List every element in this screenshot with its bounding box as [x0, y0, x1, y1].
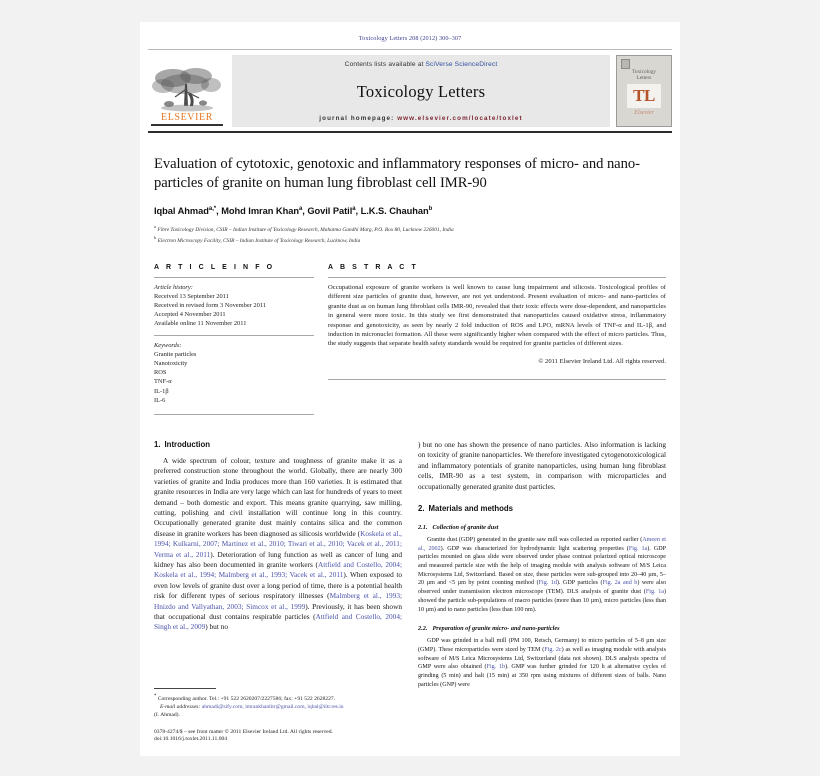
- info-abstract-row: [154, 264, 666, 420]
- body-column-right: [418, 440, 666, 690]
- figure-ref-2c[interactable]: Fig. 2c: [544, 646, 562, 653]
- intro-text-b: ). Deterioration of lung function as well as cancer of lung and kidney has also been documented in granite workers (: [154, 549, 402, 569]
- journal-homepage-line: [319, 115, 522, 122]
- elsevier-underline: [151, 124, 223, 126]
- affiliation-list: [154, 223, 666, 246]
- corresponding-author-note: [154, 693, 416, 703]
- affiliation-b: [154, 234, 666, 245]
- email-label: E-mail addresses:: [160, 703, 201, 710]
- email-author-paren: (I. Ahmad).: [154, 711, 180, 718]
- author-marks-2: a: [298, 206, 303, 212]
- article-info-rule-top: [154, 277, 314, 278]
- keyword-item: ROS: [154, 369, 167, 377]
- s21-text-c: ). GDP particles mounted on glass slide were observed under phase contrast polarized optical microscope and measured particle size with the help of imaging module with analysis software of M/S Leica Microsystems Ltd, Switzerland. Based on size, these particles were sub-grouped into 20–40 µm, 5–20 µm and <5 µm by point counting method (: [418, 545, 666, 587]
- article-history-received: Received 13 September 2011: [154, 292, 229, 300]
- s21-text-e: ) were also observed under transmission electron microscope (TEM). DLS analysis of granite dust (: [418, 580, 666, 596]
- contents-available-line: [345, 61, 498, 68]
- section-title-1: Introduction: [164, 439, 210, 449]
- body-column-left: [154, 439, 402, 743]
- issn-frontmatter-line: 0378-4274/$ – see front matter © 2011 Elsevier Ireland Ltd. All rights reserved.: [154, 728, 333, 735]
- homepage-label: journal homepage:: [319, 115, 395, 122]
- subsection-heading-2-2: [418, 625, 666, 632]
- doi-line[interactable]: doi:10.1016/j.toxlet.2011.11.004: [154, 736, 228, 743]
- keywords-block: [154, 341, 314, 405]
- body-columns: [154, 439, 666, 743]
- article-history-accepted: Accepted 4 November 2011: [154, 311, 226, 319]
- article-history-online: Available online 11 November 2011: [154, 320, 247, 328]
- affiliation-a: [154, 223, 666, 234]
- abstract-body: Occupational exposure of granite workers is well known to cause lung impairment and silicosis. Toxicological profiles of different size particles of granite dust, however, are not yet understood. Present evaluation of micro- and nano-particles of granite dust as on human lung fibroblast cells IMR-90, revealed that their toxic effects were dose-dependent, and nanoparticles in general were more toxic. In this study we first demonstrated that nanoparticles caused oxidative stress, inflammatory response and genotoxicity, as seen by nearly 2 fold induction of ROS and LPO, mRNA levels of TNF-α and IL-1β, and induction in micronuclei formation. All these were significantly higher when compared with the effect of micro particles. Thus, the study suggests that separate health safety standards would be required for granite particles of different sizes.: [328, 283, 666, 348]
- keyword-item: TNF-α: [154, 378, 172, 386]
- masthead-center-band: [232, 55, 610, 127]
- contents-prefix: Contents lists available at: [344, 61, 426, 68]
- elsevier-tree-icon: [151, 66, 223, 112]
- abstract-copyright: © 2011 Elsevier Ireland Ltd. All rights reserved.: [538, 357, 666, 365]
- s21-text-a: Granite dust (GDP) generated in the granite saw mill was collected as reported earlier (: [427, 536, 643, 543]
- citation-group-1[interactable]: Koskela et al., 1994; Kulkarni, 2007; Martinez et al., 2010; Tiwari et al., 2010; Vacek et al., 2011; Verma et al., 2011: [154, 528, 402, 559]
- abstract-rule-bottom: [328, 379, 666, 380]
- cover-monogram: TL: [633, 86, 655, 105]
- homepage-url-link[interactable]: www.elsevier.com/locate/toxlet: [397, 115, 523, 122]
- figure-ref-1b[interactable]: Fig. 1b: [486, 664, 506, 671]
- s21-text-f: ) showed the particle sub-populations of macro particles (more than 10 µm), micro particles (less than 10 µm) and to nano particles (less than 100 nm).: [418, 589, 666, 613]
- figure-ref-1d[interactable]: Fig. 1d: [538, 580, 557, 587]
- article-page: [140, 22, 680, 756]
- figure-ref-2ab[interactable]: Fig. 2a and b: [602, 580, 638, 587]
- article-info-column: [154, 264, 314, 420]
- sciencedirect-link[interactable]: SciVerse ScienceDirect: [425, 61, 498, 68]
- s21-text-b: ). GDP was characterized for hydrodynamic light scattering properties (: [440, 545, 629, 552]
- intro-continuation-paragraph: ) but no one has shown the presence of nano particles. Also information is lacking on toxicity of granite nanoparticles. We therefore investigated cytogenotoxicological and inflammatory potentials of granite nanoparticles, using human lung fibroblast cells, IMR-90 as a test system, in comparison with microparticles and occupationally generated granite dust particles.: [418, 439, 666, 491]
- citation-group-2[interactable]: Attfield and Costello, 2004; Koskela et al., 1994; Malmberg et al., 1993; Vacek et al., 2011: [154, 559, 402, 580]
- keyword-item: Granite particles: [154, 350, 197, 358]
- email-note: [154, 703, 416, 711]
- author-name-1[interactable]: Iqbal Ahmad: [154, 206, 209, 217]
- keyword-item: Nanotoxicity: [154, 359, 188, 367]
- subsection-heading-2-1: [418, 524, 666, 531]
- email-addresses[interactable]: ahmadi@sify.com, imrankhanlitr@gmail.com, iqbal@iitr.res.in: [201, 703, 344, 710]
- footnote-rule: [154, 688, 216, 689]
- cover-signature: Elsevier: [634, 110, 654, 116]
- author-marks-1: a,*: [208, 206, 217, 212]
- section-heading-introduction: [154, 440, 402, 449]
- citation-ameen-2002[interactable]: Ameen et al., 2002: [418, 536, 666, 552]
- s22-text-b: ) as well as imaging module with analysis software of M/S Leica Microsystems Ltd, Switzerland (data not shown). DLS analysis spectra of GMP were also obtained (: [418, 646, 666, 671]
- affiliation-a-mark: a: [154, 224, 156, 230]
- footnote-star: *: [154, 693, 157, 699]
- keyword-item: IL-1β: [154, 387, 169, 395]
- journal-masthead: [148, 49, 672, 127]
- figure-ref-1a[interactable]: Fig. 1a: [628, 545, 648, 552]
- s22-text-a: GDP was grinded in a ball mill (PM 100, Retsch, Germany) to micro particles of 5–8 µm size (GMP). These microparticles were sized by TEM (: [418, 638, 666, 653]
- journal-cover-thumbnail[interactable]: [616, 55, 672, 127]
- citation-group-4[interactable]: Attfield and Costello, 2004; Singh et al., 2009: [154, 612, 402, 632]
- affiliation-b-mark: b: [154, 235, 157, 241]
- masthead-bottom-rule: [148, 131, 672, 133]
- article-info-heading: A R T I C L E I N F O: [154, 263, 275, 271]
- subsection-title-2-2: Preparation of granite micro- and nano-particles: [432, 625, 560, 633]
- author-marks-4: b: [428, 206, 433, 212]
- abstract-column: [328, 264, 666, 420]
- s22-text-c: ). GMP was further grinded for 120 h at alternative cycles of grinding (5 min) and halt (15 min) at 350 rpm using mixtures of different sizes of balls. Nano particles (GNP) were: [418, 664, 666, 688]
- keyword-item: IL-6: [154, 396, 166, 404]
- journal-title: Toxicology Letters: [356, 81, 486, 101]
- affiliation-a-text: Fibre Toxicology Division, CSIR – Indian Institute of Toxicology Research, Mahatma Gandhi Marg, P.O. Box 80, Lucknow 226001, India: [157, 226, 454, 233]
- intro-text-a: A wide spectrum of colour, texture and toughness of granite make it as a preferred construction stone throughout the world. Globally, there are nearly 300 varieties of granite and India produces more than 160 varieties. It is estimated that granite resources in India are very large which can last for hundreds of years to meet demand – both domestic and export. This means granite quarrying, saw milling, cutting, polishing and civil installation will continue long in this country. Occupationally generated granite dust mainly contains silica and the common disease in granite workers has been diagnosed as silicosis worldwide (: [154, 455, 402, 538]
- subsection-title-2-1: Collection of granite dust: [432, 523, 499, 531]
- section-number-1: 1.: [154, 439, 161, 449]
- author-marks-3: a: [352, 206, 356, 212]
- article-history-revised: Received in revised form 3 November 2011: [154, 302, 266, 310]
- intro-text-d: ). Previously, it has been shown that occupational dust contains respirable particles (: [154, 601, 402, 621]
- author-list: Iqbal Ahmad$^{a,*}$, Mohd Imran Khan$^a$, Govil Patil$^a$, L.K.S. Chauhan$^b$: [154, 206, 433, 217]
- section-heading-materials: [418, 504, 666, 513]
- imprint-block: [154, 729, 416, 744]
- subsection-number-2-2: 2.2.: [418, 625, 428, 633]
- s21-text-d: ). GDP particles (: [556, 580, 603, 587]
- author-name-4[interactable]: L.K.S. Chauhan: [360, 206, 429, 217]
- abstract-heading: A B S T R A C T: [328, 263, 419, 271]
- author-name-2[interactable]: Mohd Imran Khan: [221, 206, 299, 217]
- section-number-2: 2.: [418, 503, 425, 513]
- abstract-rule-top: [328, 277, 666, 278]
- subsection-number-2-1: 2.1.: [418, 523, 428, 531]
- elsevier-wordmark: ELSEVIER: [160, 112, 214, 123]
- cover-corner-mark: [621, 59, 630, 69]
- running-head: Toxicology Letters 208 (2012) 300–307: [358, 35, 462, 42]
- author-name-3[interactable]: Govil Patil: [307, 206, 353, 217]
- corresponding-author-text: Corresponding author. Tel.: +91 522 2620207/2227586; fax: +91 522 2628227.: [156, 695, 336, 702]
- cover-journal-name: Toxicology Letters: [631, 69, 657, 81]
- affiliation-b-text: Electron Microscopy Facility, CSIR – Indian Institute of Toxicology Research, Lucknow, India: [157, 238, 361, 245]
- section-title-2: Materials and methods: [428, 503, 514, 513]
- intro-text-c: ). When exposed to even low levels of granite dust over a long period of time, there is a potential health risk for different types of serious respiratory illnesses (: [154, 570, 402, 601]
- citation-group-3[interactable]: Malmberg et al., 1993; Hnizdo and Vallyathan, 2003; Simcox et al., 1999: [154, 591, 402, 611]
- title-block: [154, 155, 666, 246]
- subsection-2-1-paragraph: [418, 536, 666, 614]
- subsection-2-2-paragraph: [418, 637, 666, 689]
- keywords-label: Keywords:: [154, 341, 182, 349]
- cover-monogram-box: [627, 84, 661, 108]
- page-title: Evaluation of cytotoxic, genotoxic and inflammatory responses of micro- and nano-particles of granite on human lung fibroblast cell IMR-90: [154, 156, 640, 191]
- article-info-rule-mid: [154, 335, 314, 336]
- intro-paragraph: [154, 456, 402, 633]
- figure-ref-1a-2[interactable]: Fig. 1a: [645, 589, 664, 596]
- elsevier-logo: [148, 55, 226, 127]
- footnote-area: [154, 688, 416, 744]
- article-info-rule-bottom: [154, 414, 314, 415]
- article-history-label: Article history:: [154, 283, 193, 291]
- intro-text-e: ) but no: [205, 622, 228, 632]
